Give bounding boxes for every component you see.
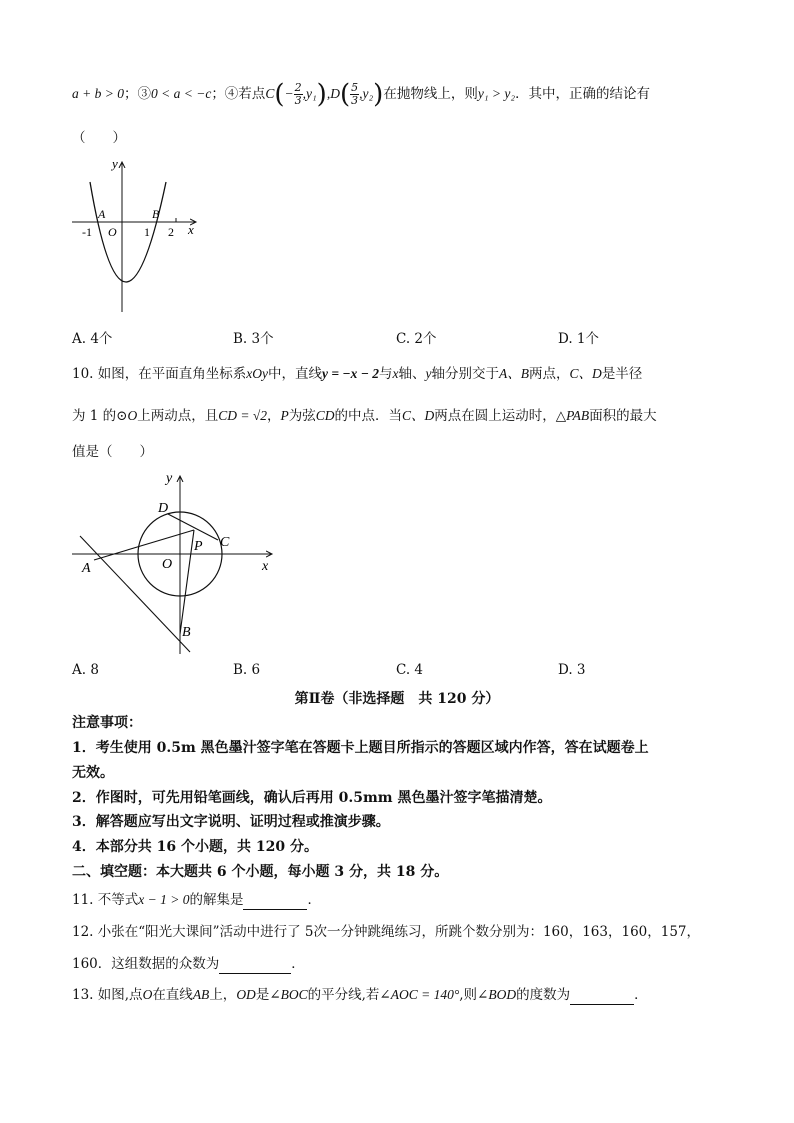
q10-chord-length: CD = √2 [218,408,268,423]
q13-answer-blank[interactable] [570,990,634,1005]
q10-y-label: y [166,471,173,486]
q9-fraction-d: $\frac{5}{3}$ [351,81,359,107]
q10-point-c-label: C [220,535,230,550]
q9-d-y: y₂ [362,86,374,101]
q10-circle-diagram [68,470,288,660]
q10-option-c[interactable]: C. 4 [396,662,424,678]
q9-tick-2: 2 [168,225,174,239]
q9-text-b: ；③ [123,86,151,102]
q12-line-2: 160．这组数据的众数为 ． [72,956,305,972]
q9-condition-4: y₁ > y₂ [477,86,516,101]
q9-text-d: ；④若点 [211,86,266,102]
q10-x-label: x [262,559,269,574]
q9-text-e: 在抛物线上，则 [383,86,478,102]
q10-line-2: 为 1 的⊙O上两动点，且CD = √2，P为弦CD的中点．当C、D两点在圆上运动时，△PAB面积的最大 [72,408,657,424]
q12-answer-blank[interactable] [219,959,291,974]
q10-origin-label: O [162,557,173,572]
q9-point-d-label: D [330,86,340,101]
q9-conditions-line: a + b > 0；③0 < a < −c；④若点C(− $\frac{2}{3}$ ,y₁),D( $\frac{5}{3}$ ,y₂)在抛物线上，则y₁ > y₂．其中，正确的结论有 [72,79,651,110]
q13: 13. 如图,点O在直线AB上，OD是∠BOC的平分线,若∠AOC = 140°,则∠BOD的度数为 ． [72,987,648,1003]
notice-item-1-cont: 无效。 [72,765,114,781]
part-2-heading: 二、填空题：本大题共 6 个小题，每小题 3 分，共 18 分。 [72,864,449,880]
q9-fraction-c: $\frac{2}{3}$ [294,81,302,107]
q10-segment-pb [180,530,194,634]
section-2-title: 第Ⅱ卷（非选择题 共 120 分） [294,691,500,707]
q9-parabola-curve [90,182,166,282]
q9-text-g: ．其中，正确的结论有 [515,86,651,102]
q9-point-b-label: B [152,207,160,221]
q9-point-a-label: A [98,207,106,221]
q9-parabola-graph [68,152,208,322]
notice-heading: 注意事项： [72,715,142,731]
q10-point-b-label: B [182,625,191,640]
q10-line-equation: y = −x − 2 [322,366,380,381]
q9-point-c-label: C [265,86,275,101]
q10-line-ab [80,536,190,652]
q9-origin-label: O [108,225,117,239]
q10-option-b[interactable]: B. 6 [233,662,261,678]
q9-condition-3: 0 < a < −c [150,86,212,101]
q9-option-b[interactable]: B. 3个 [233,331,274,347]
q11: 11. 不等式x − 1 > 0的解集是 ． [72,892,321,908]
q10-line-3: 值是（ ） [72,444,153,460]
q10-line-1: 10. 如图，在平面直角坐标系xOy中，直线y = −x − 2与x轴、y轴分别交于A、B两点，C、D是半径 [72,366,643,382]
q9-y-label: y [112,156,118,171]
q10-point-a-label: A [82,561,91,576]
q9-answer-bracket: （ ） [72,130,126,146]
q11-inequality: x − 1 > 0 [138,892,190,907]
q9-option-d[interactable]: D. 1个 [558,331,600,347]
q9-tick-neg1: -1 [82,225,92,239]
q10-option-d[interactable]: D. 3 [558,662,586,678]
q10-point-p-label: P [194,539,203,554]
notice-item-4: 4．本部分共 16 个小题，共 120 分。 [72,839,318,855]
notice-item-3: 3．解答题应写出文字说明、证明过程或推演步骤。 [72,814,390,830]
q9-option-c[interactable]: C. 2个 [396,331,437,347]
q12-line-1: 12. 小张在“阳光大课间”活动中进行了 5次一分钟跳绳练习，所跳个数分别为：160，163，160，157， [72,924,701,940]
q9-condition-2: a + b > 0 [72,86,124,101]
q11-answer-blank[interactable] [243,895,307,910]
notice-item-2: 2．作图时，可先用铅笔画线，确认后再用 0.5mm 黑色墨汁签字笔描清楚。 [72,790,552,806]
q9-tick-1: 1 [144,225,150,239]
q10-option-a[interactable]: A. 8 [72,662,99,678]
q9-x-label: x [188,222,194,237]
q10-segment-pa [94,530,194,560]
q9-c-y: y₁ [305,86,317,101]
q10-point-d-label: D [158,501,169,516]
notice-item-1: 1．考生使用 0.5m 黑色墨汁签字笔在答题卡上题目所指示的答题区域内作答，答在试题卷上 [72,740,649,756]
q9-option-a[interactable]: A. 4个 [72,331,113,347]
